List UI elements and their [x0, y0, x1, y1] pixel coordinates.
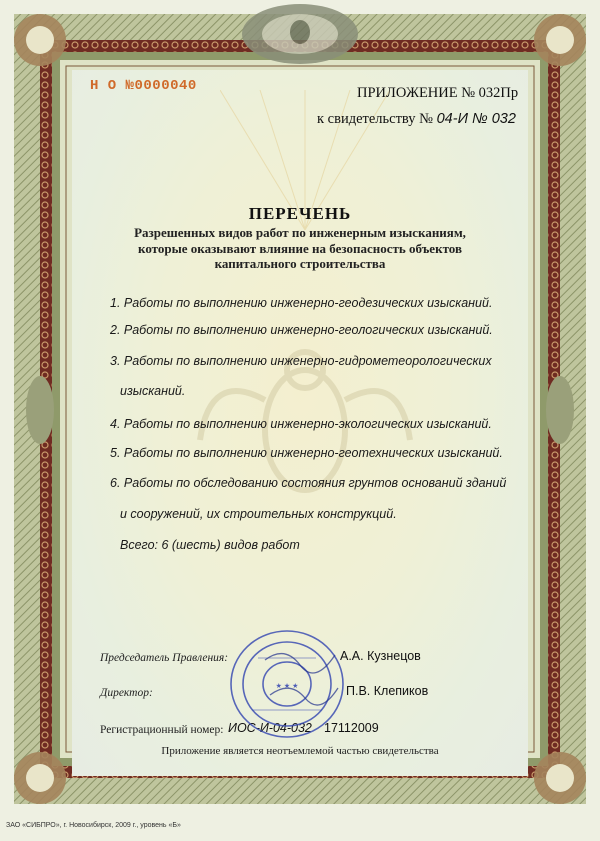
printer-imprint: ЗАО «СИБПРО», г. Новосибирск, 2009 г., уровень «Б»: [6, 822, 181, 829]
annex-number: ПРИЛОЖЕНИЕ № 032Пр: [357, 85, 519, 101]
certificate-reference: [317, 111, 516, 128]
list-item-1: 1. Работы по выполнению инженерно-геодезических изысканий.: [110, 296, 493, 310]
director-name: П.В. Клепиков: [346, 684, 429, 698]
list-item-6: 6. Работы по обследованию состояния грунтов оснований зданий: [110, 476, 507, 490]
list-item-6-continued: и сооружений, их строительных конструкций.: [120, 507, 397, 521]
chairman-label: Председатель Правления:: [100, 652, 229, 664]
director-label: Директор:: [100, 687, 153, 699]
emblem-top: [242, 4, 358, 64]
registration-label: Регистрационный номер:: [100, 724, 224, 736]
list-item-3: 3. Работы по выполнению инженерно-гидрометеорологических: [110, 354, 492, 368]
signature-strokes: [260, 640, 340, 710]
footnote: Приложение является неотъемлемой частью свидетельства: [161, 745, 439, 757]
certificate-number: 04-И № 032: [436, 111, 516, 127]
registration-number: ИОС-И-04-032: [228, 721, 312, 735]
page-title: ПЕРЕЧЕНЬ: [248, 204, 352, 223]
total-line: Всего: 6 (шесть) видов работ: [120, 538, 300, 552]
subtitle-line-2: которые оказывают влияние на безопасность объектов: [138, 241, 462, 256]
subtitle-line-1: Разрешенных видов работ по инженерным изысканиям,: [134, 225, 466, 240]
svg-text:★ ★ ★: ★ ★ ★: [275, 683, 299, 690]
registration-date: 17112009: [324, 721, 379, 735]
certificate-label: к свидетельству №: [317, 111, 433, 127]
list-item-4: 4. Работы по выполнению инженерно-экологических изысканий.: [110, 417, 492, 431]
list-item-2: 2. Работы по выполнению инженерно-геологических изысканий.: [110, 323, 493, 337]
list-item-3-continued: изысканий.: [120, 384, 186, 398]
serial-number: Н О №0000040: [90, 78, 197, 94]
subtitle-line-3: капитального строительства: [214, 256, 386, 271]
chairman-name: А.А. Кузнецов: [340, 649, 421, 663]
list-item-5: 5. Работы по выполнению инженерно-геотехнических изысканий.: [110, 446, 503, 460]
